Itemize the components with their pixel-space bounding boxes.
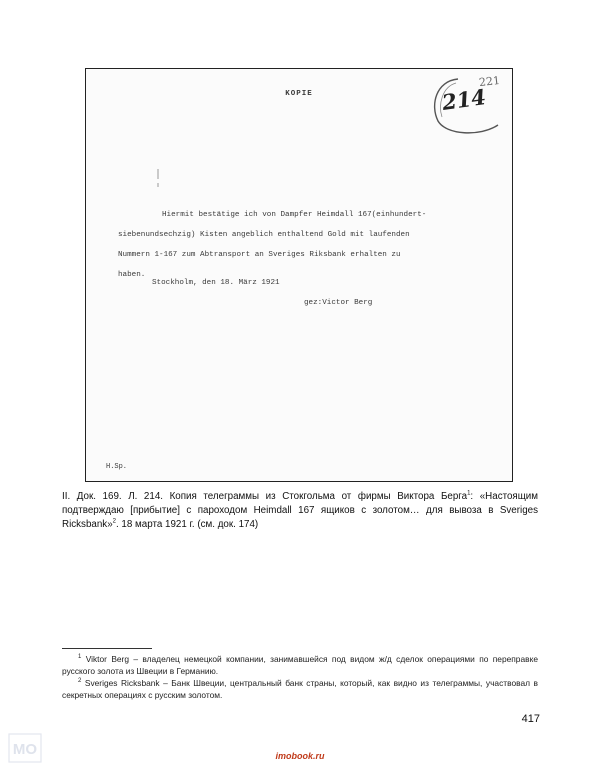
footnote-ref: 1 <box>467 490 471 497</box>
footnote-text: Viktor Berg – владелец немецкой компании, занимавшейся под видом ж/д сделок операциями по переправке русского золота из Швеции в Германию. <box>62 654 538 676</box>
site-url-link[interactable]: imobook.ru <box>275 751 325 761</box>
place-date: Stockholm, den 18. März 1921 <box>152 279 280 287</box>
footnote-text: Sveriges Ricksbank – Банк Швеции, центральный банк страны, который, как видно из телеграммы, участвовал в секретных операциях с русским золотом. <box>62 678 538 700</box>
caption-text: : «Настоящим подтверждаю [прибытие] с пароходом Heimdall 167 ящиков с золотом… для вывоза в Sveriges Ricksbank» <box>62 491 539 530</box>
scan-marks <box>156 167 176 187</box>
telegram-line: haben. <box>118 271 146 279</box>
footnotes <box>62 654 538 702</box>
telegram-text <box>118 205 426 285</box>
footnote-number: 1 <box>78 654 82 661</box>
figure-caption <box>62 490 538 532</box>
caption-text: . 18 марта 1921 г. (см. док. 174) <box>115 519 259 530</box>
telegram-line: Hiermit bestätige ich von Dampfer Heimdall 167(einhundert- <box>162 211 427 219</box>
caption-text: II. Док. 169. Л. 214. Копия телеграммы из Стокгольма от фирмы Виктора Берга <box>62 491 468 502</box>
doc-footer-mark: H.Sp. <box>106 463 128 471</box>
archive-small-number: 221 <box>478 73 501 90</box>
signature-line: gez:Victor Berg <box>304 299 373 307</box>
telegram-line: Nummern 1-167 zum Abtransport an Sveriges Riksbank erhalten zu <box>118 251 401 259</box>
footnote <box>62 678 538 701</box>
page-number: 417 <box>521 713 540 725</box>
telegram-scan <box>85 68 513 482</box>
telegram-line: siebenundsechzig) Kisten angeblich enthaltend Gold mit laufenden <box>118 231 410 239</box>
footnote-divider <box>62 648 152 649</box>
footnote-ref: 2 <box>112 518 116 525</box>
footnote <box>62 654 538 677</box>
site-logo-text: MO <box>12 741 38 758</box>
archive-sheet-number: 214 <box>440 84 488 115</box>
doc-heading: KOPIE <box>285 90 313 98</box>
footnote-number: 2 <box>78 678 82 685</box>
